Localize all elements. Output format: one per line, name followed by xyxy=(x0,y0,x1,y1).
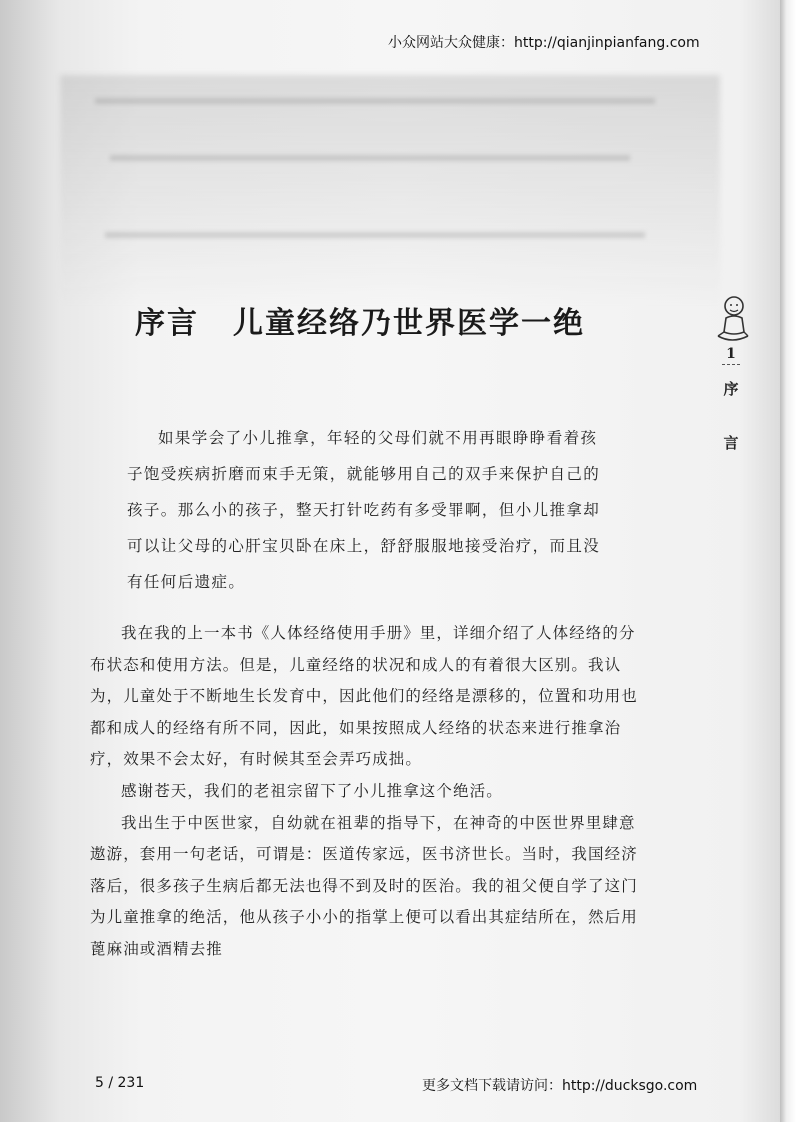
page-edge xyxy=(780,0,796,1122)
body-paragraph-2: 感谢苍天，我们的老祖宗留下了小儿推拿这个绝活。 xyxy=(121,781,503,800)
intro-paragraph xyxy=(127,420,607,600)
side-tab-char-2: 言 xyxy=(723,434,739,452)
bleed-through-line xyxy=(105,232,645,238)
body-text xyxy=(90,618,642,966)
body-paragraph-1: 我在我的上一本书《人体经络使用手册》里，详细介绍了人体经络的分布状态和使用方法。但是，儿童经络的状况和成人的有着很大区别。我认为，儿童处于不断地生长发育中，因此他们的经络是漂移的，位置和功用也都和成人的经络有所不同，因此，如果按照成人经络的状态来进行推拿治疗，效果不会太好，有时候其至会弄巧成拙。 xyxy=(90,624,638,769)
footer-download-link[interactable]: 更多文档下载请访问：http://ducksgo.com xyxy=(422,1078,698,1094)
header-site-link[interactable]: 小众网站大众健康：http://qianjinpianfang.com xyxy=(388,35,700,51)
page-title xyxy=(135,298,585,342)
page-indicator: 5 / 231 xyxy=(95,1075,145,1091)
side-page-number: 1 xyxy=(722,346,740,365)
child-figure-icon xyxy=(708,292,756,348)
body-paragraph-3: 我出生于中医世家，自幼就在祖辈的指导下，在神奇的中医世界里肆意遨游，套用一句老话，可谓是：医道传家远，医书济世长。当时，我国经济落后，很多孩子生病后都无法也得不到及时的医治。我的祖父便自学了这门为儿童推拿的绝活，他从孩子小小的指掌上便可以看出其症结所在，然后用蓖麻油或酒精去推 xyxy=(90,813,638,958)
title-part-preface: 序言 xyxy=(135,306,199,341)
bleed-through-line xyxy=(95,98,655,104)
title-part-main: 儿童经络乃世界医学一绝 xyxy=(233,306,585,341)
side-tab-char-1: 序 xyxy=(723,380,739,398)
bleed-through-line xyxy=(110,155,630,161)
intro-text: 如果学会了小儿推拿，年轻的父母们就不用再眼睁睁看着孩子饱受疾病折磨而束手无策，就能够用自己的双手来保护自己的孩子。那么小的孩子，整天打针吃药有多受罪啊，但小儿推拿却可以让父母的心肝宝贝卧在床上，舒舒服服地接受治疗，而且没有任何后遗症。 xyxy=(127,429,601,591)
bleed-through-shadow xyxy=(60,75,720,305)
